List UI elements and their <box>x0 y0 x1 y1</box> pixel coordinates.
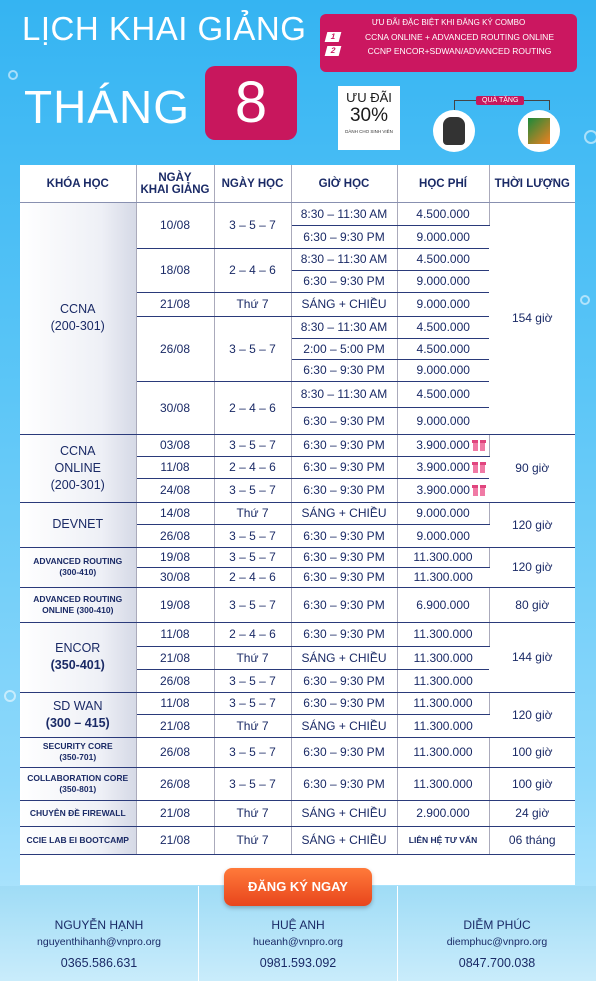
start-date: 30/08 <box>136 567 214 587</box>
course-sdwan: SD WAN (300 – 415) <box>20 692 136 737</box>
decorative-bubble <box>4 690 16 702</box>
study-days: Thứ 7 <box>214 714 291 737</box>
combo-item-number: 2 <box>325 46 342 56</box>
table-row <box>20 826 575 854</box>
fee: 6.900.000 <box>397 587 489 622</box>
study-time: 8:30 – 11:30 AM <box>291 316 397 338</box>
start-date: 26/08 <box>136 316 214 381</box>
study-days: 3 – 5 – 7 <box>214 434 291 456</box>
fee: 11.300.000 <box>397 622 489 646</box>
study-time: 8:30 – 11:30 AM <box>291 248 397 270</box>
start-date: 21/08 <box>136 826 214 854</box>
study-time: 6:30 – 9:30 PM <box>291 225 397 248</box>
discount-percent: 30% <box>349 105 389 126</box>
gift-label: QUÀ TẶNG <box>476 96 524 105</box>
study-days: 3 – 5 – 7 <box>214 524 291 547</box>
backpack-icon <box>443 117 465 145</box>
contact-name: HUỆ ANH <box>271 918 325 932</box>
course-devnet: DEVNET <box>20 502 136 547</box>
page-title: LỊCH KHAI GIẢNG <box>22 10 307 47</box>
fee: 9.000.000 <box>397 270 489 292</box>
combo-item-number: 1 <box>325 32 342 42</box>
fee: 4.500.000 <box>397 202 489 225</box>
combo-item-text: CCNA ONLINE + ADVANCED ROUTING ONLINE <box>364 32 554 42</box>
study-time: 6:30 – 9:30 PM <box>291 669 397 692</box>
study-time: 6:30 – 9:30 PM <box>291 547 397 567</box>
table-row <box>20 737 575 767</box>
register-now-button[interactable]: ĐĂNG KÝ NGAY <box>224 868 372 906</box>
table-row <box>20 502 575 524</box>
fee: 11.300.000 <box>397 547 489 567</box>
contact-name: NGUYỄN HẠNH <box>54 918 144 932</box>
contact-email[interactable]: diemphuc@vnpro.org <box>446 936 548 948</box>
course-ccna: CCNA (200-301) <box>20 202 136 434</box>
contact-phone[interactable]: 0981.593.092 <box>259 956 337 970</box>
combo-offer-box <box>320 14 577 72</box>
duration: 154 giờ <box>489 202 575 434</box>
contact-email[interactable]: hueanh@vnpro.org <box>252 936 344 948</box>
study-time: 8:30 – 11:30 AM <box>291 202 397 225</box>
course-security-core: SECURITY CORE (350-701) <box>20 737 136 767</box>
start-date: 24/08 <box>136 478 214 502</box>
fee: 11.300.000 <box>397 567 489 587</box>
course-advanced-routing: ADVANCED ROUTING (300-410) <box>20 547 136 587</box>
schedule-table <box>20 165 575 885</box>
start-date: 21/08 <box>136 646 214 669</box>
start-date: 21/08 <box>136 800 214 826</box>
fee: 9.000.000 <box>397 524 489 547</box>
fee: 2.900.000 <box>397 800 489 826</box>
table-row <box>20 692 575 714</box>
start-date: 11/08 <box>136 692 214 714</box>
table-row <box>20 767 575 800</box>
study-days: Thứ 7 <box>214 502 291 524</box>
duration: 06 tháng <box>489 826 575 854</box>
gift-icon <box>473 438 485 451</box>
contact-name: DIỄM PHÚC <box>463 918 531 932</box>
fee: 9.000.000 <box>397 292 489 316</box>
student-discount-badge <box>338 86 400 150</box>
decorative-bubble <box>580 295 590 305</box>
table-row <box>20 547 575 567</box>
fee: 11.300.000 <box>397 714 489 737</box>
start-date: 11/08 <box>136 456 214 478</box>
decorative-bubble <box>584 130 596 144</box>
header-study-days: NGÀY HỌC <box>214 165 291 202</box>
study-time: 6:30 – 9:30 PM <box>291 456 397 478</box>
fee: 9.000.000 <box>397 225 489 248</box>
start-date: 10/08 <box>136 202 214 248</box>
gift-icon <box>473 483 485 496</box>
study-time: SÁNG + CHIỀU <box>291 292 397 316</box>
header-study-time: GIỜ HỌC <box>291 165 397 202</box>
course-advanced-routing-online: ADVANCED ROUTING ONLINE (300-410) <box>20 587 136 622</box>
study-time: 6:30 – 9:30 PM <box>291 587 397 622</box>
course-collaboration-core: COLLABORATION CORE (350-801) <box>20 767 136 800</box>
contact-phone[interactable]: 0365.586.631 <box>60 956 138 970</box>
table-row <box>20 800 575 826</box>
course-ccie-lab: CCIE LAB EI BOOTCAMP <box>20 826 136 854</box>
study-time: SÁNG + CHIỀU <box>291 714 397 737</box>
fee: 9.000.000 <box>397 407 489 434</box>
study-time: 6:30 – 9:30 PM <box>291 434 397 456</box>
study-days: 3 – 5 – 7 <box>214 737 291 767</box>
study-time: 2:00 – 5:00 PM <box>291 338 397 359</box>
duration: 80 giờ <box>489 587 575 622</box>
fee: 11.300.000 <box>397 692 489 714</box>
fee: 11.300.000 <box>397 737 489 767</box>
start-date: 03/08 <box>136 434 214 456</box>
start-date: 18/08 <box>136 248 214 292</box>
start-date: 11/08 <box>136 622 214 646</box>
start-date: 26/08 <box>136 767 214 800</box>
combo-item <box>326 46 571 56</box>
gift-book <box>518 110 560 152</box>
start-date: 26/08 <box>136 737 214 767</box>
start-date: 19/08 <box>136 587 214 622</box>
fee: 9.000.000 <box>397 502 489 524</box>
month-label: THÁNG <box>24 81 190 133</box>
contact-card <box>397 886 596 981</box>
study-days: 2 – 4 – 6 <box>214 622 291 646</box>
study-time: 8:30 – 11:30 AM <box>291 381 397 407</box>
study-time: SÁNG + CHIỀU <box>291 646 397 669</box>
fee: 4.500.000 <box>397 338 489 359</box>
study-days: Thứ 7 <box>214 646 291 669</box>
table-row <box>20 434 575 456</box>
study-days: 2 – 4 – 6 <box>214 248 291 292</box>
study-days: Thứ 7 <box>214 800 291 826</box>
study-days: 2 – 4 – 6 <box>214 567 291 587</box>
duration: 90 giờ <box>489 434 575 502</box>
header-course: KHÓA HỌC <box>20 165 136 202</box>
start-date: 26/08 <box>136 669 214 692</box>
study-time: 6:30 – 9:30 PM <box>291 407 397 434</box>
study-days: 3 – 5 – 7 <box>214 316 291 381</box>
contact-card <box>0 886 198 981</box>
study-time: SÁNG + CHIỀU <box>291 502 397 524</box>
study-time: SÁNG + CHIỀU <box>291 826 397 854</box>
study-time: 6:30 – 9:30 PM <box>291 567 397 587</box>
decorative-bubble <box>8 70 18 80</box>
start-date: 19/08 <box>136 547 214 567</box>
course-firewall: CHUYÊN ĐỀ FIREWALL <box>20 800 136 826</box>
study-time: 6:30 – 9:30 PM <box>291 737 397 767</box>
table-row <box>20 622 575 646</box>
fee: 4.500.000 <box>397 316 489 338</box>
study-days: 3 – 5 – 7 <box>214 547 291 567</box>
gift-icon <box>473 460 485 473</box>
duration: 120 giờ <box>489 547 575 587</box>
course-ccna-online: CCNA ONLINE (200-301) <box>20 434 136 502</box>
start-date: 21/08 <box>136 292 214 316</box>
contact-email[interactable]: nguyenthihanh@vnpro.org <box>37 936 161 948</box>
start-date: 21/08 <box>136 714 214 737</box>
start-date: 26/08 <box>136 524 214 547</box>
month-number-badge: 8 <box>205 66 297 140</box>
study-time: SÁNG + CHIỀU <box>291 800 397 826</box>
study-days: Thứ 7 <box>214 292 291 316</box>
fee: 9.000.000 <box>397 359 489 381</box>
study-time: 6:30 – 9:30 PM <box>291 692 397 714</box>
table-row <box>20 587 575 622</box>
fee: 11.300.000 <box>397 646 489 669</box>
study-time: 6:30 – 9:30 PM <box>291 478 397 502</box>
study-days: 3 – 5 – 7 <box>214 587 291 622</box>
study-days: Thứ 7 <box>214 826 291 854</box>
start-date: 14/08 <box>136 502 214 524</box>
study-time: 6:30 – 9:30 PM <box>291 767 397 800</box>
duration: 100 giờ <box>489 737 575 767</box>
duration: 24 giờ <box>489 800 575 826</box>
fee: 3.900.000 <box>397 478 489 502</box>
table-row <box>20 202 575 225</box>
start-date: 30/08 <box>136 381 214 434</box>
gift-backpack <box>433 110 475 152</box>
book-icon <box>528 118 550 144</box>
duration: 120 giờ <box>489 502 575 547</box>
fee: 11.300.000 <box>397 767 489 800</box>
fee: 4.500.000 <box>397 381 489 407</box>
table-header-row <box>20 165 575 202</box>
course-encor: ENCOR (350-401) <box>20 622 136 692</box>
study-time: 6:30 – 9:30 PM <box>291 359 397 381</box>
duration: 120 giờ <box>489 692 575 737</box>
header-duration: THỜI LƯỢNG <box>489 165 575 202</box>
study-days: 3 – 5 – 7 <box>214 202 291 248</box>
fee: 3.900.000 <box>397 434 489 456</box>
header-start-date: NGÀY KHAI GIẢNG <box>136 165 214 202</box>
study-days: 3 – 5 – 7 <box>214 478 291 502</box>
duration: 144 giờ <box>489 622 575 692</box>
study-days: 2 – 4 – 6 <box>214 381 291 434</box>
study-days: 2 – 4 – 6 <box>214 456 291 478</box>
discount-note: DÀNH CHO SINH VIÊN <box>345 129 393 134</box>
combo-item <box>326 32 571 42</box>
study-time: 6:30 – 9:30 PM <box>291 270 397 292</box>
discount-label: ƯU ĐÃI <box>346 90 392 105</box>
study-days: 3 – 5 – 7 <box>214 692 291 714</box>
study-days: 3 – 5 – 7 <box>214 669 291 692</box>
duration: 100 giờ <box>489 767 575 800</box>
combo-heading: ƯU ĐÃI ĐẶC BIỆT KHI ĐĂNG KÝ COMBO <box>371 18 526 27</box>
fee: 11.300.000 <box>397 669 489 692</box>
header-fee: HỌC PHÍ <box>397 165 489 202</box>
study-time: 6:30 – 9:30 PM <box>291 524 397 547</box>
study-days: 3 – 5 – 7 <box>214 767 291 800</box>
fee: 3.900.000 <box>397 456 489 478</box>
fee: LIÊN HỆ TƯ VẤN <box>397 826 489 854</box>
contact-phone[interactable]: 0847.700.038 <box>458 956 536 970</box>
fee: 4.500.000 <box>397 248 489 270</box>
study-time: 6:30 – 9:30 PM <box>291 622 397 646</box>
combo-item-text: CCNP ENCOR+SDWAN/ADVANCED ROUTING <box>367 46 552 56</box>
